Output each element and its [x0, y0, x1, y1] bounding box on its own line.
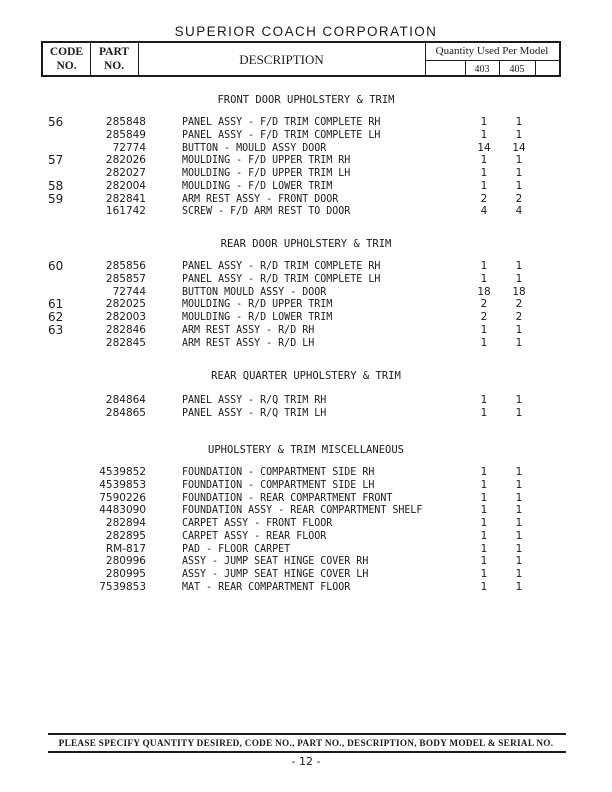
qty-403: 1	[480, 128, 488, 141]
column-header-box	[41, 41, 561, 77]
part-no: 280996	[105, 555, 146, 568]
part-no: 280995	[105, 568, 146, 580]
description: ARM REST ASSY - R/D RH	[182, 324, 315, 336]
footer-rule	[48, 733, 566, 735]
qty-403: 2	[480, 192, 488, 205]
qty-405: 1	[515, 542, 523, 555]
code-no: 59	[48, 191, 64, 206]
code-no: 60	[48, 259, 64, 273]
model-405-header: 405	[509, 64, 525, 75]
qty-405: 1	[515, 478, 523, 491]
table-row	[0, 167, 612, 180]
qty-405: 18	[512, 285, 526, 298]
qty-403: 1	[480, 336, 488, 349]
qty-403: 18	[477, 285, 491, 298]
qty-405: 1	[515, 406, 523, 419]
qty-405: 1	[515, 336, 523, 349]
description: PANEL ASSY - F/D TRIM COMPLETE LH	[182, 129, 381, 141]
description: PAD - FLOOR CARPET	[182, 543, 291, 555]
part-no: 282026	[105, 154, 146, 167]
description: MOULDING - F/D UPPER TRIM RH	[182, 155, 351, 167]
description-header: DESCRIPTION	[239, 52, 324, 67]
qty-403: 1	[480, 529, 488, 542]
description: FOUNDATION ASSY - REAR COMPARTMENT SHELF	[182, 505, 423, 517]
qty-403: 4	[480, 205, 488, 218]
description: MOULDING - F/D LOWER TRIM	[182, 180, 333, 192]
table-row	[0, 311, 612, 324]
footer-rule	[48, 751, 566, 753]
page-number: - 12 -	[291, 755, 321, 768]
description: MOULDING - R/D LOWER TRIM	[182, 312, 333, 323]
quantity-header: Quantity Used Per Model	[435, 45, 549, 57]
part-no: 284864	[105, 394, 146, 406]
qty-403: 1	[480, 517, 488, 529]
description: MAT - REAR COMPARTMENT FLOOR	[182, 581, 351, 593]
description: FOUNDATION - COMPARTMENT SIDE LH	[182, 479, 375, 491]
description: ARM REST ASSY - R/D LH	[182, 337, 315, 349]
section-title: FRONT DOOR UPHOLSTERY & TRIM	[217, 94, 395, 106]
qty-405: 1	[515, 394, 523, 406]
code-header-line2: NO.	[56, 60, 77, 72]
qty-403: 1	[480, 542, 488, 555]
qty-403: 1	[480, 555, 488, 568]
table-row	[0, 466, 612, 479]
table-row	[0, 555, 612, 568]
quantity-divider	[425, 60, 559, 61]
table-row	[0, 543, 612, 556]
qty-403: 1	[480, 179, 488, 192]
description: PANEL ASSY - F/D TRIM COMPLETE RH	[182, 117, 381, 128]
part-no: 282894	[105, 517, 146, 529]
qty-403: 1	[480, 394, 488, 406]
qty-403: 1	[480, 504, 488, 517]
table-row	[0, 154, 612, 167]
qty-403: 1	[480, 272, 488, 285]
part-no: 285856	[105, 260, 146, 272]
qty-405: 1	[515, 504, 523, 517]
part-no: 282845	[105, 336, 146, 349]
part-no: 282027	[105, 167, 146, 179]
table-row	[0, 193, 612, 206]
footer-instruction: PLEASE SPECIFY QUANTITY DESIRED, CODE NO., PART NO., DESCRIPTION, BODY MODEL & SERIAL NO.	[58, 738, 554, 748]
part-no: 4539852	[99, 466, 146, 478]
part-no: 161742	[105, 205, 146, 218]
code-no: 61	[48, 297, 64, 312]
table-row	[0, 180, 612, 193]
description: SCREW - F/D ARM REST TO DOOR	[182, 206, 351, 218]
part-no: 282025	[105, 298, 146, 311]
description: BUTTON MOULD ASSY - DOOR	[182, 286, 327, 298]
qty-405: 1	[515, 260, 523, 272]
qty-405: 1	[515, 154, 523, 167]
part-no: 285857	[105, 272, 146, 285]
description: PANEL ASSY - R/Q TRIM LH	[182, 407, 327, 419]
qty-403: 2	[480, 311, 488, 323]
qty-405: 1	[515, 491, 523, 504]
qty-403: 1	[480, 568, 488, 580]
part-no: 282895	[105, 529, 146, 542]
table-row	[0, 581, 612, 594]
qty-405: 1	[515, 272, 523, 285]
description: PANEL ASSY - R/D TRIM COMPLETE RH	[182, 261, 381, 272]
table-row	[0, 568, 612, 581]
description: ASSY - JUMP SEAT HINGE COVER RH	[182, 556, 369, 568]
part-no: RM-817	[105, 542, 146, 555]
qty-405: 4	[515, 205, 523, 218]
section-title: REAR DOOR UPHOLSTERY & TRIM	[220, 238, 392, 250]
qty-403: 1	[480, 323, 488, 336]
part-header-line2: NO.	[103, 60, 125, 72]
qty-403: 1	[480, 167, 488, 179]
code-no: 57	[48, 153, 64, 168]
qty-403: 1	[480, 491, 488, 504]
table-row	[0, 142, 612, 155]
code-no: 56	[48, 115, 64, 129]
company-title: SUPERIOR COACH CORPORATION	[174, 24, 438, 39]
part-header-line1: PART	[98, 46, 130, 58]
qty-405: 2	[515, 298, 523, 311]
description: FOUNDATION - REAR COMPARTMENT FRONT	[182, 492, 393, 504]
description: MOULDING - R/D UPPER TRIM	[182, 299, 333, 311]
table-row	[0, 205, 612, 218]
part-no: 285848	[105, 116, 146, 128]
qty-403: 14	[477, 141, 491, 154]
qty-403: 1	[480, 116, 488, 128]
description: ARM REST ASSY - FRONT DOOR	[182, 193, 339, 205]
part-no: 7539853	[99, 580, 146, 593]
qty-405: 1	[515, 167, 523, 179]
part-no: 282004	[105, 179, 146, 192]
qty-405: 1	[515, 568, 523, 580]
qty-403: 2	[480, 298, 488, 311]
code-no: 62	[48, 310, 64, 324]
qty-405: 1	[515, 466, 523, 478]
code-no: 58	[48, 178, 64, 193]
table-row	[0, 517, 612, 530]
table-row	[0, 129, 612, 142]
qty-403: 1	[480, 154, 488, 167]
qty-405: 1	[515, 128, 523, 141]
table-row	[0, 116, 612, 129]
table-row	[0, 479, 612, 492]
table-row	[0, 286, 612, 299]
table-row	[0, 492, 612, 505]
qty-405: 1	[515, 580, 523, 593]
description: PANEL ASSY - R/D TRIM COMPLETE LH	[182, 273, 381, 285]
description: CARPET ASSY - REAR FLOOR	[182, 530, 327, 542]
code-no: 63	[48, 322, 64, 337]
part-no: 285849	[105, 128, 146, 141]
table-row	[0, 324, 612, 337]
table-row	[0, 273, 612, 286]
part-no: 72774	[112, 141, 146, 154]
qty-403: 1	[480, 260, 488, 272]
table-row	[0, 530, 612, 543]
description: FOUNDATION - COMPARTMENT SIDE RH	[182, 467, 375, 478]
part-no: 282841	[105, 192, 146, 205]
part-no: 7590226	[99, 491, 146, 504]
qty-403: 1	[480, 478, 488, 491]
part-no: 72744	[112, 285, 146, 298]
part-no: 4483090	[99, 504, 146, 517]
table-row	[0, 260, 612, 273]
model-403-header: 403	[474, 64, 490, 75]
qty-403: 1	[480, 466, 488, 478]
section-title: REAR QUARTER UPHOLSTERY & TRIM	[211, 370, 401, 382]
qty-405: 14	[512, 141, 526, 154]
qty-403: 1	[480, 580, 488, 593]
part-no: 4539853	[99, 478, 146, 491]
section-title: UPHOLSTERY & TRIM MISCELLANEOUS	[208, 444, 404, 456]
qty-405: 1	[515, 116, 523, 128]
qty-405: 1	[515, 517, 523, 529]
code-header-line1: CODE	[49, 46, 84, 58]
description: CARPET ASSY - FRONT FLOOR	[182, 518, 333, 529]
table-row	[0, 504, 612, 517]
description: MOULDING - F/D UPPER TRIM LH	[182, 168, 351, 179]
part-no: 284865	[105, 406, 146, 419]
table-row	[0, 394, 612, 407]
table-row	[0, 407, 612, 420]
qty-405: 2	[515, 311, 523, 323]
qty-405: 1	[515, 555, 523, 568]
qty-405: 1	[515, 179, 523, 192]
table-row	[0, 298, 612, 311]
qty-405: 2	[515, 192, 523, 205]
qty-405: 1	[515, 323, 523, 336]
column-divider	[535, 60, 536, 75]
part-no: 282003	[105, 311, 146, 323]
description: PANEL ASSY - R/Q TRIM RH	[182, 395, 327, 406]
table-row	[0, 337, 612, 350]
part-no: 282846	[105, 323, 146, 336]
qty-405: 1	[515, 529, 523, 542]
qty-403: 1	[480, 406, 488, 419]
description: BUTTON - MOULD ASSY DOOR	[182, 142, 327, 154]
description: ASSY - JUMP SEAT HINGE COVER LH	[182, 569, 369, 580]
